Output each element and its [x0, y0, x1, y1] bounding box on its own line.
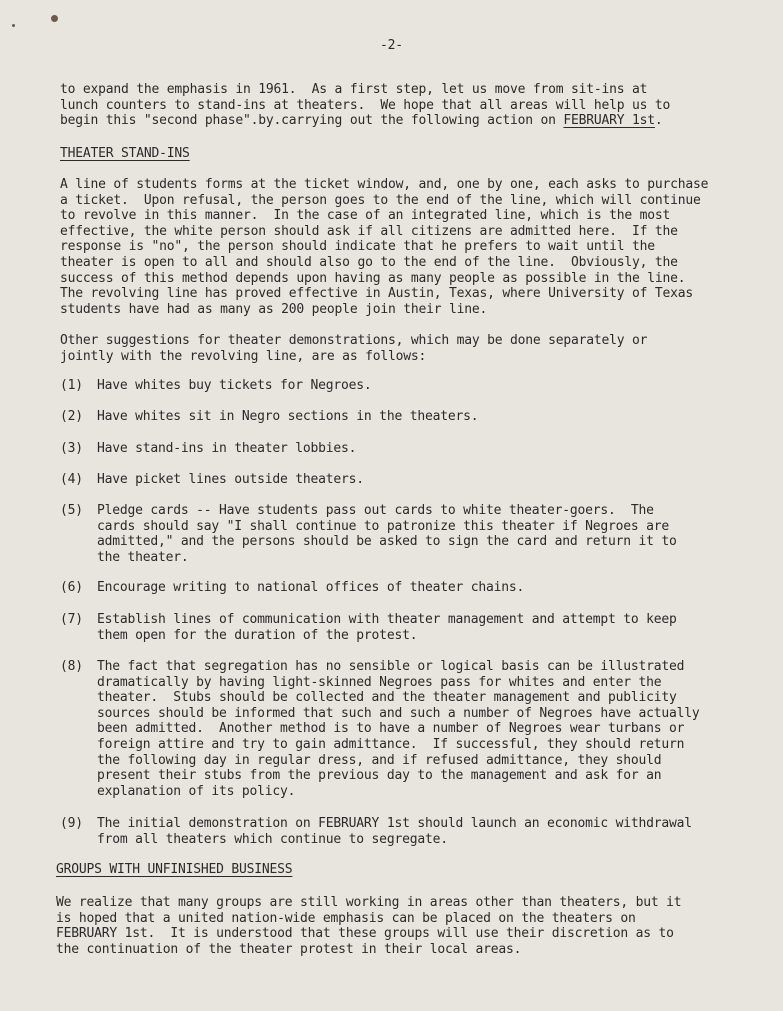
text-line: explanation of its policy.: [97, 783, 296, 799]
list-item-number: (1): [60, 378, 83, 393]
text-line: present their stubs from the previous day to the management and ask for an: [97, 768, 662, 784]
list-item-number: (2): [60, 409, 83, 424]
list-item-number: (4): [60, 472, 83, 487]
list-item-number: (9): [60, 816, 83, 831]
text-line: foreign attire and try to gain admittance. If successful, they should return: [97, 736, 685, 752]
text-line: The fact that segregation has no sensible or logical basis can be illustrated: [97, 659, 685, 674]
text-line: Have whites sit in Negro sections in the theaters.: [97, 409, 479, 424]
text-line: response is "no", the person should indicate that he prefers to wait until the: [60, 239, 655, 255]
section-heading-theater: THEATER STAND-INS: [60, 146, 190, 161]
text-line: the theater.: [97, 549, 189, 565]
section-heading-groups: GROUPS WITH UNFINISHED BUSINESS: [56, 862, 293, 877]
text-line: Pledge cards -- Have students pass out cards to white theater-goers. The: [97, 503, 654, 518]
text-line: Other suggestions for theater demonstrations, which may be done separately or: [60, 333, 648, 348]
text-line: been admitted. Another method is to have a number of Negroes wear turbans or: [97, 721, 685, 737]
list-item-number: (5): [60, 503, 83, 518]
text-line: dramatically by having light-skinned Negroes pass for whites and enter the: [97, 674, 662, 690]
text-line: them open for the duration of the protest.: [97, 627, 418, 643]
text-line: The initial demonstration on FEBRUARY 1st should launch an economic withdrawal: [97, 816, 692, 831]
text-line: success of this method depends upon having as many people as possible in the line.: [60, 270, 686, 286]
text-line: Have stand-ins in theater lobbies.: [97, 441, 357, 456]
theater-paragraph: [60, 177, 760, 317]
text-line: Encourage writing to national offices of theater chains.: [97, 580, 525, 595]
paper-speck: [12, 24, 15, 27]
date-emphasis: FEBRUARY 1st: [563, 113, 655, 129]
text-line: jointly with the revolving line, are as follows:: [60, 348, 427, 364]
text-line-part: begin this "second phase".by.carrying out the following action on: [60, 113, 564, 129]
text-line: theater is open to all and should also go to the end of the line. Obviously, the: [60, 254, 678, 270]
text-line: students have had as many as 200 people join their line.: [60, 301, 488, 317]
list-item-number: (6): [60, 580, 83, 595]
text-line: the continuation of the theater protest in their local areas.: [56, 941, 522, 957]
text-line: to expand the emphasis in 1961. As a first step, let us move from sit-ins at: [60, 82, 648, 97]
text-line: sources should be informed that such and such a number of Negroes have actually: [97, 705, 700, 721]
text-line: from all theaters which continue to segregate.: [97, 831, 448, 847]
page-number: -2-: [380, 38, 403, 53]
text-line: Have picket lines outside theaters.: [97, 472, 364, 487]
text-line: [60, 113, 760, 129]
text-line: A line of students forms at the ticket window, and, one by one, each asks to purchase: [60, 177, 709, 192]
text-line-part: .: [654, 113, 663, 129]
text-line: The revolving line has proved effective in Austin, Texas, where University of Texas: [60, 286, 694, 302]
list-item-number: (7): [60, 612, 83, 627]
suggestions-intro: [60, 333, 760, 364]
text-line: FEBRUARY 1st. It is understood that these groups will use their discretion as to: [56, 926, 674, 942]
text-line: lunch counters to stand-ins at theaters. We hope that all areas will help us to: [60, 97, 671, 113]
groups-paragraph: [56, 895, 756, 957]
list-item-number: (8): [60, 659, 83, 674]
text-line: theater. Stubs should be collected and the theater management and publicity: [97, 690, 677, 706]
text-line: We realize that many groups are still working in areas other than theaters, but it: [56, 895, 682, 910]
text-line: to revolve in this manner. In the case of an integrated line, which is the most: [60, 208, 671, 224]
intro-paragraph: [60, 82, 760, 129]
text-line: Have whites buy tickets for Negroes.: [97, 378, 372, 393]
text-line: is hoped that a united nation-wide emphasis can be placed on the theaters on: [56, 910, 636, 926]
text-line: effective, the white person should ask if all citizens are admitted here. If the: [60, 223, 678, 239]
paper-speck: [51, 15, 58, 22]
text-line: a ticket. Upon refusal, the person goes to the end of the line, which will continue: [60, 192, 701, 208]
text-line: the following day in regular dress, and if refused admittance, they should: [97, 752, 662, 768]
text-line: Establish lines of communication with theater management and attempt to keep: [97, 612, 677, 627]
text-line: admitted," and the persons should be asked to sign the card and return it to: [97, 534, 677, 550]
text-line: cards should say "I shall continue to patronize this theater if Negroes are: [97, 518, 669, 534]
list-item-number: (3): [60, 441, 83, 456]
